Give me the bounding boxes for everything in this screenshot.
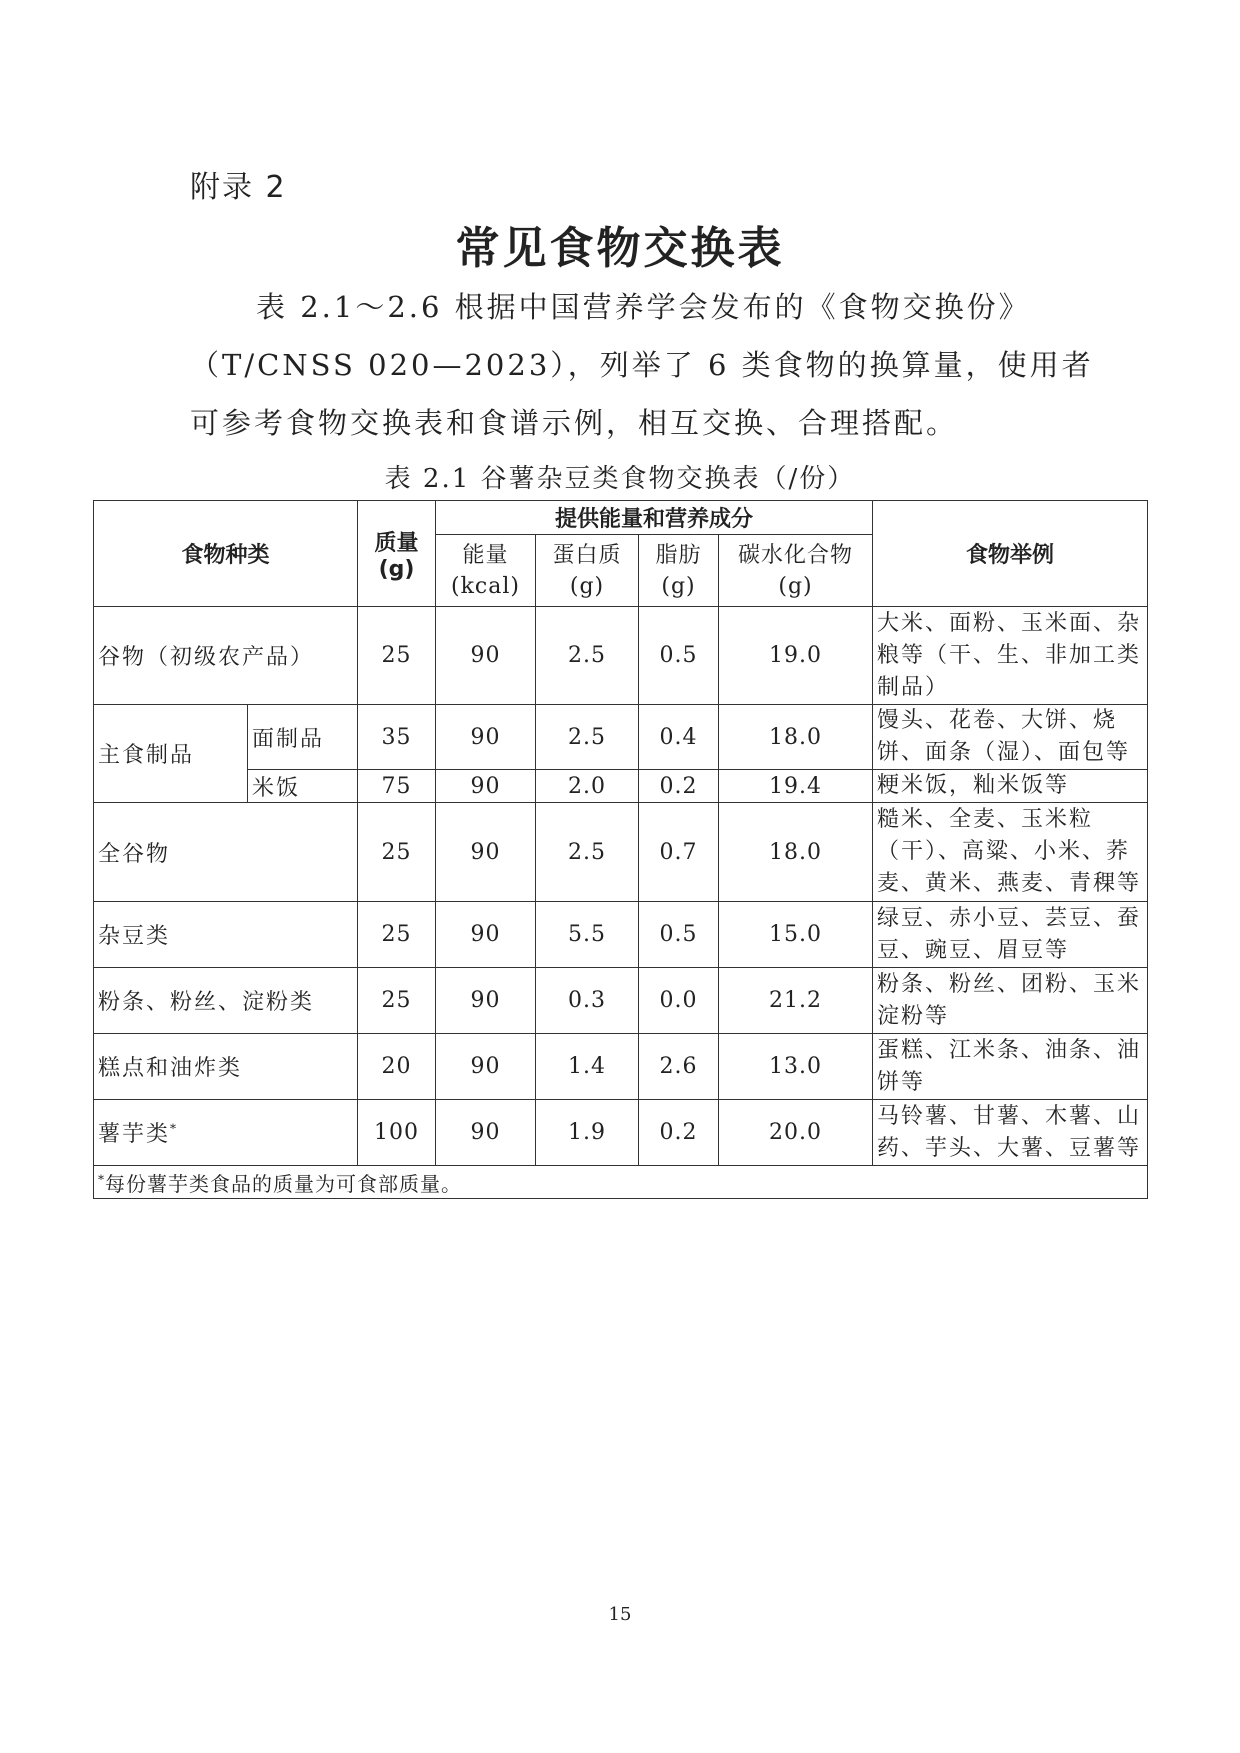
table-caption: 表 2.1 谷薯杂豆类食物交换表（/份）: [384, 464, 856, 494]
food-type-cell: 米饭: [248, 770, 358, 803]
mass-cell: 25: [358, 607, 436, 705]
energy-cell: 90: [436, 902, 536, 968]
header-mass: [358, 501, 436, 607]
table-row: [94, 607, 1148, 705]
protein-cell: 2.5: [536, 607, 639, 705]
fat-cell: 0.7: [639, 803, 719, 902]
header-examples: 食物举例: [873, 501, 1148, 607]
energy-cell: 90: [436, 705, 536, 770]
carbs-cell: 21.2: [719, 968, 873, 1034]
food-type-cell: 糕点和油炸类: [94, 1034, 358, 1100]
food-type-cell: 面制品: [248, 705, 358, 770]
mass-cell: 35: [358, 705, 436, 770]
protein-cell: 5.5: [536, 902, 639, 968]
examples-cell: 粳米饭，籼米饭等: [873, 770, 1148, 803]
mass-cell: 25: [358, 803, 436, 902]
intro-line: （T/CNSS 020—2023），列举了 6 类食物的换算量，使用者: [190, 348, 1094, 382]
intro-line: 表 2.1～2.6 根据中国营养学会发布的《食物交换份》: [256, 290, 1031, 324]
examples-cell: 马铃薯、甘薯、木薯、山药、芋头、大薯、豆薯等: [873, 1100, 1148, 1166]
fat-cell: 0.2: [639, 770, 719, 803]
carbs-cell: 20.0: [719, 1100, 873, 1166]
header-energy-unit: (kcal): [451, 573, 520, 599]
carbs-cell: 19.0: [719, 607, 873, 705]
fat-cell: 0.5: [639, 607, 719, 705]
table-footnote: [94, 1166, 1148, 1199]
carbs-cell: 19.4: [719, 770, 873, 803]
food-type-cell: 粉条、粉丝、淀粉类: [94, 968, 358, 1034]
examples-cell: 粉条、粉丝、团粉、玉米淀粉等: [873, 968, 1148, 1034]
fat-cell: 2.6: [639, 1034, 719, 1100]
header-fat-unit: (g): [661, 573, 696, 599]
fat-cell: 0.0: [639, 968, 719, 1034]
examples-cell: 馒头、花卷、大饼、烧饼、面条（湿）、面包等: [873, 705, 1148, 770]
examples-cell: 糙米、全麦、玉米粒（干）、高粱、小米、荞麦、黄米、燕麦、青稞等: [873, 803, 1148, 902]
carbs-cell: 18.0: [719, 803, 873, 902]
appendix-label: 附录 2: [190, 170, 287, 205]
mass-cell: 75: [358, 770, 436, 803]
table-row: [94, 968, 1148, 1034]
carbs-cell: 15.0: [719, 902, 873, 968]
table-row: [94, 705, 1148, 770]
header-protein-label: 蛋白质: [552, 542, 622, 568]
mass-cell: 100: [358, 1100, 436, 1166]
intro-line: 可参考食物交换表和食谱示例，相互交换、合理搭配。: [190, 406, 959, 440]
header-mass-label: 质量: [374, 530, 419, 556]
header-carbs: [719, 535, 873, 607]
footnote-marker: *: [170, 1121, 179, 1136]
table-row: [94, 1100, 1148, 1166]
examples-cell: 蛋糕、江米条、油条、油饼等: [873, 1034, 1148, 1100]
energy-cell: 90: [436, 1100, 536, 1166]
page-title: 常见食物交换表: [455, 223, 785, 274]
table-footnote-row: [94, 1166, 1148, 1199]
table-row: [94, 770, 1148, 803]
food-type-cell: 谷物（初级农产品）: [94, 607, 358, 705]
energy-cell: 90: [436, 803, 536, 902]
mass-cell: 25: [358, 902, 436, 968]
energy-cell: 90: [436, 607, 536, 705]
protein-cell: 1.9: [536, 1100, 639, 1166]
food-type-cell: [94, 1100, 358, 1166]
examples-cell: 绿豆、赤小豆、芸豆、蚕豆、豌豆、眉豆等: [873, 902, 1148, 968]
carbs-cell: 18.0: [719, 705, 873, 770]
energy-cell: 90: [436, 968, 536, 1034]
header-carbs-unit: (g): [778, 573, 813, 599]
fat-cell: 0.4: [639, 705, 719, 770]
energy-cell: 90: [436, 770, 536, 803]
protein-cell: 2.5: [536, 705, 639, 770]
protein-cell: 2.5: [536, 803, 639, 902]
fat-cell: 0.5: [639, 902, 719, 968]
energy-cell: 90: [436, 1034, 536, 1100]
header-energy-label: 能量: [462, 542, 509, 568]
food-exchange-table: [93, 500, 1148, 1199]
protein-cell: 0.3: [536, 968, 639, 1034]
header-fat-label: 脂肪: [655, 542, 702, 568]
header-protein: [536, 535, 639, 607]
table-row: [94, 902, 1148, 968]
header-mass-unit: (g): [378, 556, 415, 582]
protein-cell: 2.0: [536, 770, 639, 803]
table-row: [94, 1034, 1148, 1100]
header-protein-unit: (g): [569, 573, 605, 599]
page-number: 15: [608, 1604, 632, 1625]
intro-paragraph: [190, 278, 1094, 452]
fat-cell: 0.2: [639, 1100, 719, 1166]
header-food-type: 食物种类: [94, 501, 358, 607]
mass-cell: 20: [358, 1034, 436, 1100]
food-group-cell: 主食制品: [94, 705, 248, 803]
footnote-marker: *: [98, 1171, 105, 1186]
food-type-cell: 杂豆类: [94, 902, 358, 968]
footnote-text: 每份薯芋类食品的质量为可食部质量。: [105, 1171, 462, 1196]
header-energy: [436, 535, 536, 607]
header-fat: [639, 535, 719, 607]
food-type-cell: 全谷物: [94, 803, 358, 902]
protein-cell: 1.4: [536, 1034, 639, 1100]
mass-cell: 25: [358, 968, 436, 1034]
examples-cell: 大米、面粉、玉米面、杂粮等（干、生、非加工类制品）: [873, 607, 1148, 705]
table-row: [94, 803, 1148, 902]
food-type-name: 薯芋类: [98, 1122, 171, 1147]
header-nutrients-group: 提供能量和营养成分: [436, 501, 873, 535]
header-carbs-label: 碳水化合物: [738, 542, 854, 568]
carbs-cell: 13.0: [719, 1034, 873, 1100]
